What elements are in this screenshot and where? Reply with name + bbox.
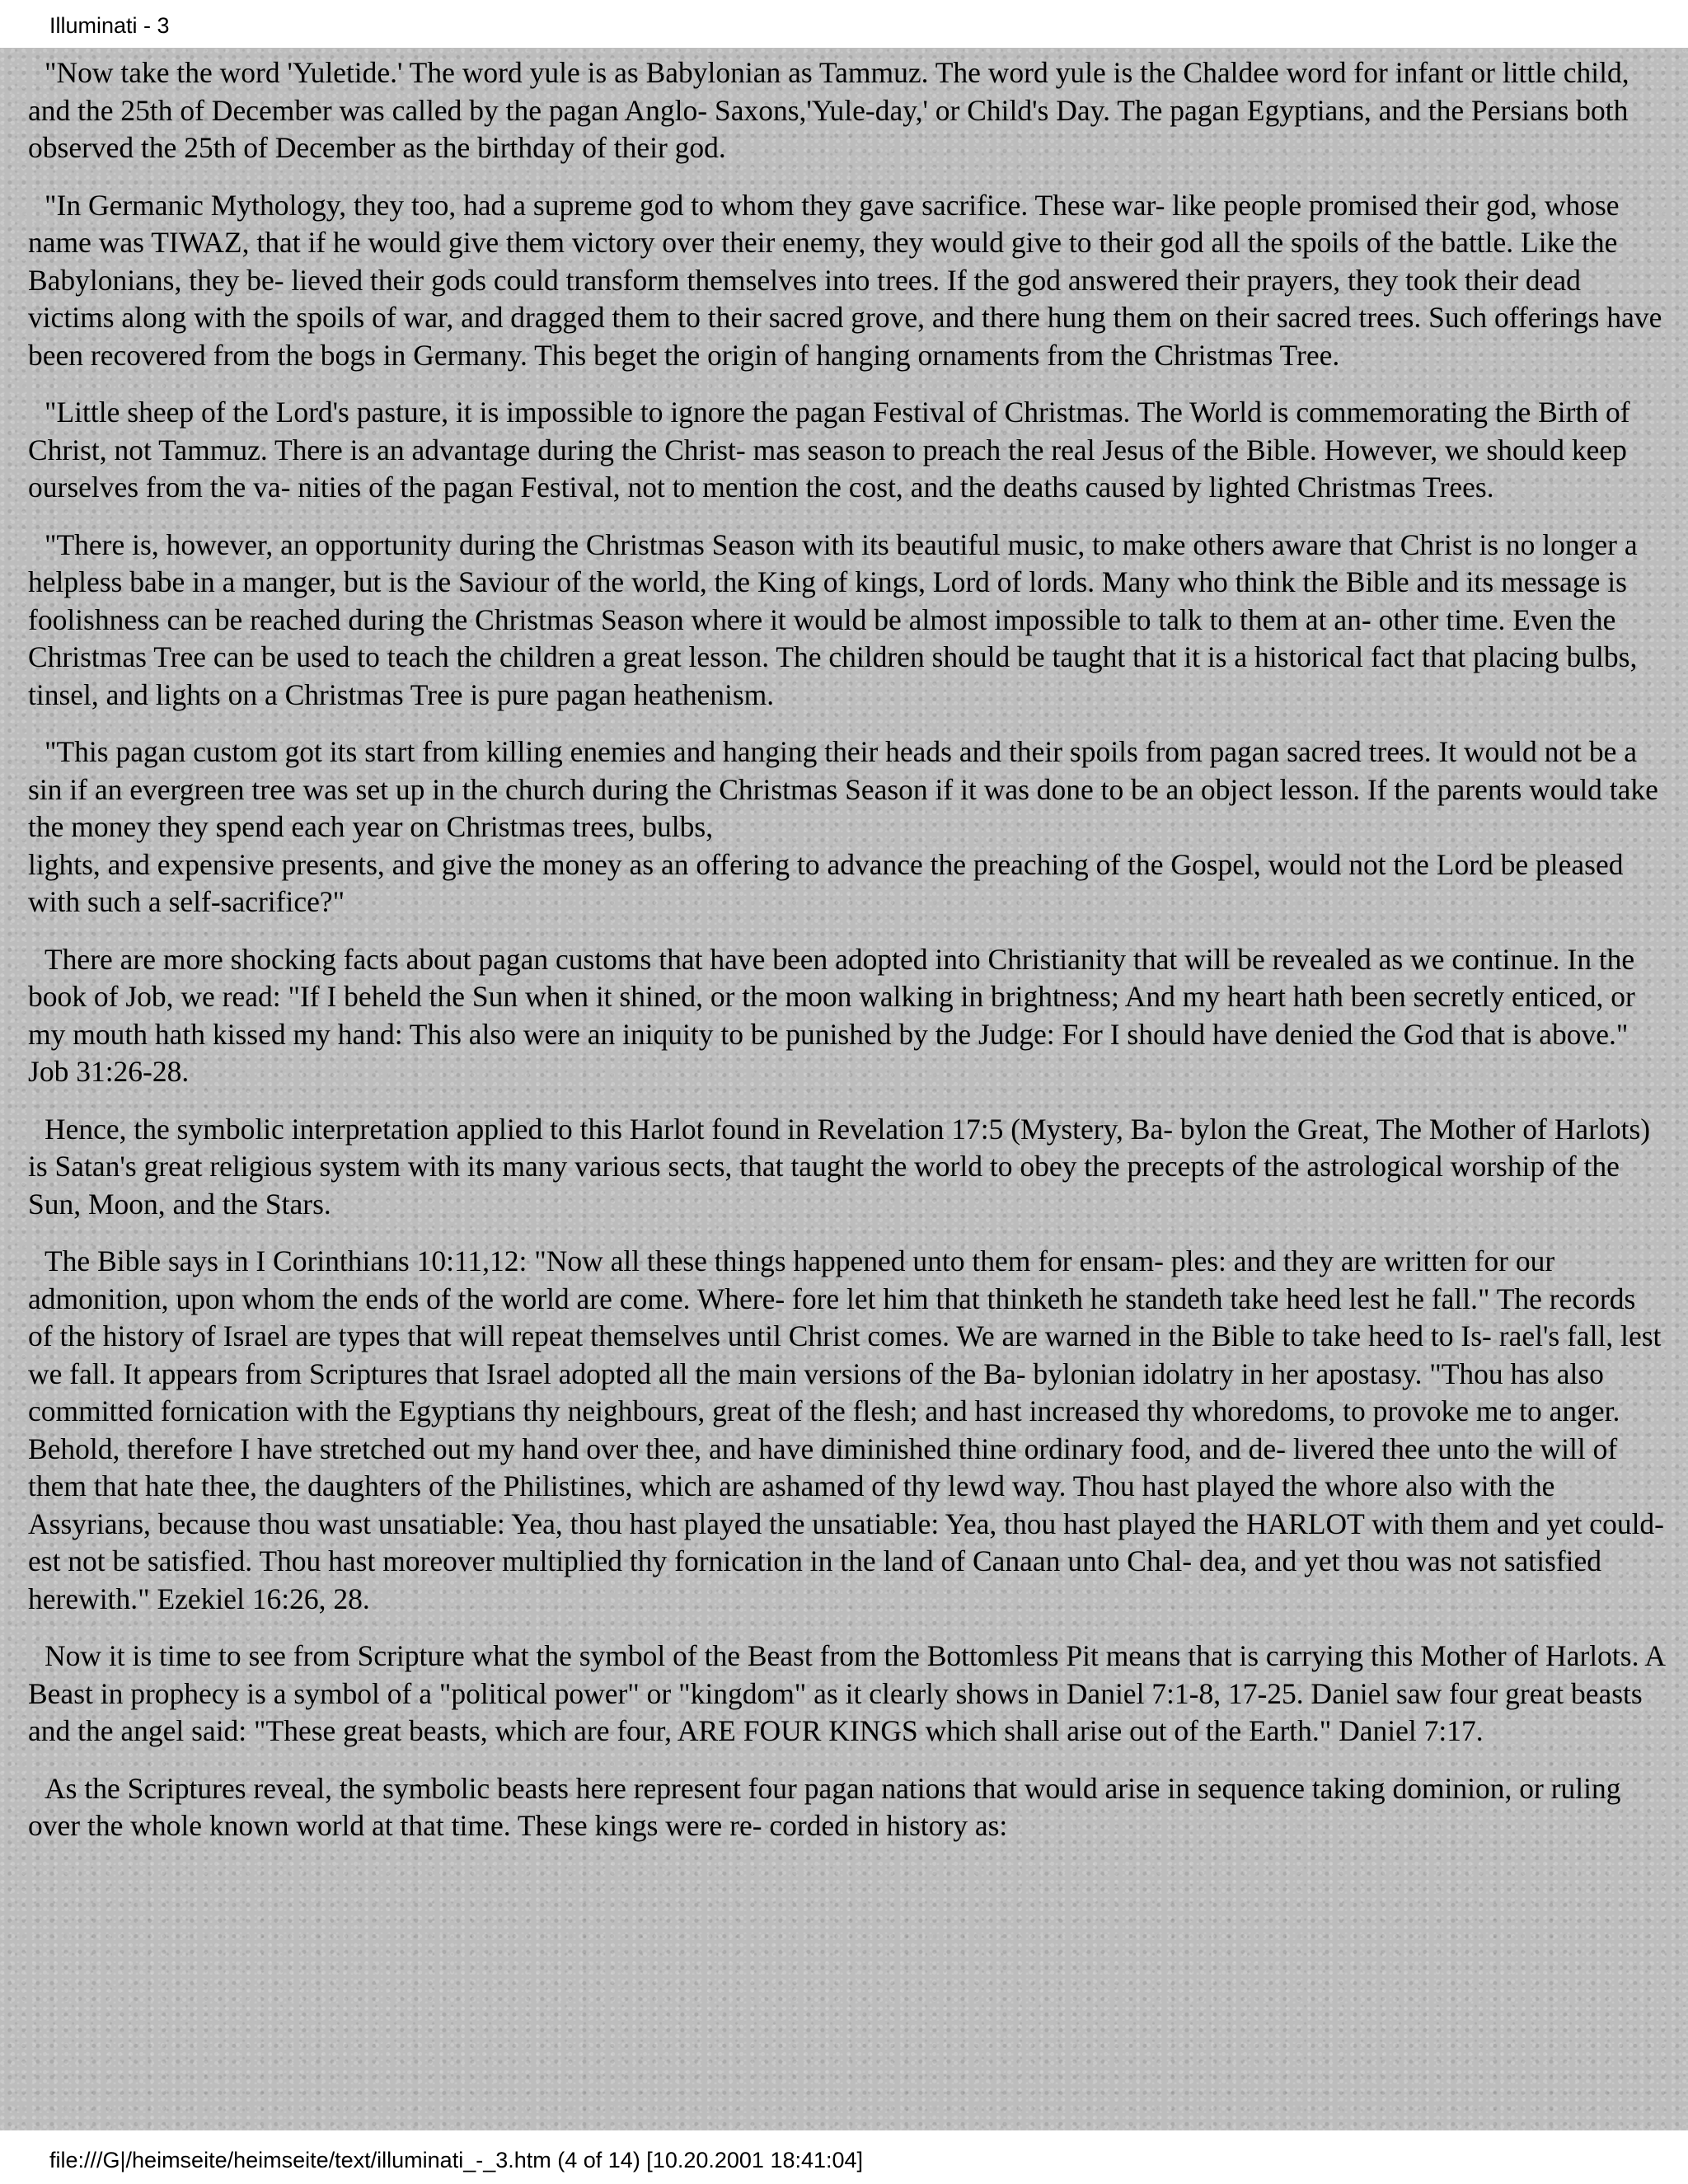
paragraph-yuletide: "Now take the word 'Yuletide.' The word yule is as Babylonian as Tammuz. The word yule is the Chaldee word for infant or little child, and the 25th of December was called by the pagan Anglo- Saxons,'Yule-day,' or Child's Day. The pagan Egyptians, and the Persians both observed the 25th of December as the birthday of their god. (28, 56, 1629, 164)
paragraph-christmas-opportunity: "There is, however, an opportunity during the Christmas Season with its beautiful music, to make others aware that Christ is no longer a helpless babe in a manger, but is the Saviour of the world, the King of kings, Lord of lords. Many who think the Bible and its message is foolishness can be reached during the Christmas Season where it would be almost impossible to talk to them at an- other time. Even the Christmas Tree can be used to teach the children a great lesson. The children should be taught that it is a historical fact that placing bulbs, tinsel, and lights on a Christmas Tree is pure pagan heathenism. (28, 527, 1638, 711)
paragraph-beast-symbol: Now it is time to see from Scripture what the symbol of the Beast from the Bottomless Pit means that is carrying this Mother of Harlots. A Beast in prophecy is a symbol of a "political power" or "kingdom" as it clearly shows in Daniel 7:1-8, 17-25. Daniel saw four great beasts and the angel said: "These great beasts, which are four, ARE FOUR KINGS which shall arise out of the Earth." Daniel 7:17. (28, 1639, 1665, 1747)
paragraph-germanic-mythology: "In Germanic Mythology, they too, had a supreme god to whom they gave sacrifice. These war- like people promised their god, whose name was TIWAZ, that if he would give them victory over their enemy, they would give to their god all the spoils of the battle. Like the Babylonians, they be- lieved their gods could transform themselves into trees. If the god answered their prayers, they took their dead victims along with the spoils of war, and dragged them to their sacred grove, and there hung them on their sacred trees. Such offerings have been recovered from the bogs in Germany. This beget the origin of hanging ornaments from the Christmas Tree. (28, 188, 1662, 372)
paragraph-shocking-facts: There are more shocking facts about pagan customs that have been adopted into Christianity that will be revealed as we continue. In the book of Job, we read: "If I beheld the Sun when it shined, or the moon walking in brightness; And my heart hath been secretly enticed, or my mouth hath kissed my hand: This also were an iniquity to be punished by the Judge: For I should have denied the God that is above." Job 31:26-28. (28, 942, 1635, 1088)
paragraph-little-sheep: "Little sheep of the Lord's pasture, it is impossible to ignore the pagan Festival of Christmas. The World is commemorating the Birth of Christ, not Tammuz. There is an advantage during the Christ- mas season to preach the real Jesus of the Bible. However, we should keep ourselves from the va- nities of the pagan Festival, not to mention the cost, and the deaths caused by lighted Christmas Trees. (28, 396, 1630, 504)
paragraph-four-nations: As the Scriptures reveal, the symbolic beasts here represent four pagan nations that would arise in sequence taking dominion, or ruling over the whole known world at that time. These kings were re- corded in history as: (28, 1771, 1621, 1842)
paragraph-harlot-interpretation: Hence, the symbolic interpretation applied to this Harlot found in Revelation 17:5 (Mystery, Ba- bylon the Great, The Mother of Harlots) is Satan's great religious system with its many various sects, that taught the world to obey the precepts of the astrological worship of the Sun, Moon, and the Stars. (28, 1112, 1651, 1221)
paragraph-corinthians: The Bible says in I Corinthians 10:11,12: "Now all these things happened unto them for ensam- ples: and they are written for our admonition, upon whom the ends of the world are come. Where- fore let him that thinketh he standeth take heed lest he fall." The records of the history of Israel are types that will repeat themselves until Christ comes. We are warned in the Bible to take heed to Is- rael's fall, lest we fall. It appears from Scriptures that Israel adopted all the main versions of the Ba- bylonian idolatry in her apostasy. "Thou has also committed fornication with the Egyptians thy neighbours, great of the flesh; and hast increased thy whoredoms, to provoke me to anger. Behold, therefore I have stretched out my hand over thee, and have diminished thine ordinary food, and de- livered thee unto the will of them that hate thee, the daughters of the Philistines, which are ashamed of thy lewd way. Thou hast played the whore also with the Assyrians, because thou wast unsatiable: Yea, thou hast played the unsatiable: Yea, thou hast played the HARLOT with them and yet could- est not be satisfied. Thou hast moreover multiplied thy fornication in the land of Canaan unto Chal- dea, and yet thou was not satisfied herewith." Ezekiel 16:26, 28. (28, 1244, 1665, 1615)
document-body (0, 48, 1688, 2130)
page-footer-url: file:///G|/heimseite/heimseite/text/illuminati_-_3.htm (4 of 14) [10.20.2001 18:41:04] (49, 2148, 864, 2172)
page-header-title: Illuminati - 3 (49, 13, 170, 38)
paragraph-pagan-custom: "This pagan custom got its start from killing enemies and hanging their heads and their spoils from pagan sacred trees. It would not be a sin if an evergreen tree was set up in the church during the Christmas Season if it was done to be an object lesson. If the parents would take the money they spend each year on Christmas trees, bulbs, lights, and expensive presents, and give the money as an offering to advance the preaching of the Gospel, would not the Lord be pleased with such a self-sacrifice?" (28, 735, 1658, 918)
